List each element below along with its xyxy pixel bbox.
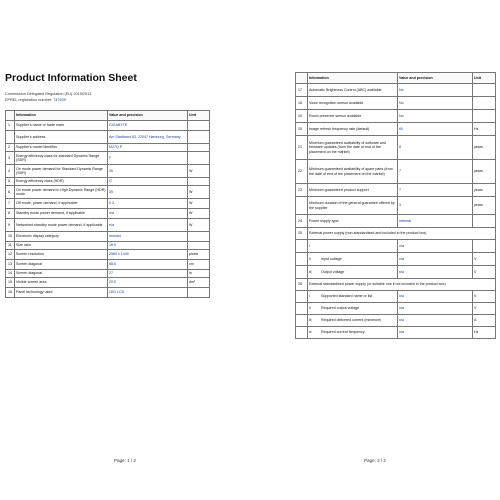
row-value: 7 [398,160,473,184]
sub-row-indent [296,327,308,339]
row-unit: years [473,184,496,197]
row-information: Standby mode power demand, if applicable [15,209,108,219]
row-information: Off mode, power demand, if applicable [15,199,108,209]
table-row [6,199,210,209]
row-unit [188,288,210,298]
row-value: n/a [108,209,188,219]
row-information: Automatic Brightness Control (ABC) available [308,84,398,97]
sub-row-label: Supported standard name or list [321,294,373,299]
header-information: Information [308,73,398,84]
row-value: n/a [398,253,473,266]
sub-row-roman-number: iii [309,269,312,274]
row-unit: cm [188,260,210,270]
header-information: Information [15,111,108,121]
row-value: No [398,110,473,123]
table-row [6,232,210,242]
row-number: 13 [6,260,15,270]
row-unit [188,232,210,242]
row-unit: W [188,165,210,178]
row-value: 3 [398,197,473,215]
table-row [6,242,210,250]
row-value: 27 [108,270,188,278]
row-value: n/a [398,303,473,315]
row-value: n/a [398,327,473,339]
row-number: 6 [6,186,15,199]
row-unit [473,110,496,123]
section-number: 25 [296,228,308,240]
sub-row [296,303,496,315]
row-number: 8 [6,209,15,219]
sub-row-indent [296,266,308,279]
row-unit: in [188,270,210,278]
row-information: Minimum duration of the general guarantee offered by the supplier [308,197,398,215]
row-unit [473,240,496,253]
sub-row-roman-number: iii [309,318,312,323]
row-number: 7 [6,199,15,209]
row-number: 11 [6,242,15,250]
row-number: 2 [6,144,15,152]
table-row [296,123,496,136]
row-value: n/a [398,315,473,327]
row-number: 19 [296,110,308,123]
header-number-cell [6,111,15,121]
table-row [6,152,210,165]
row-value: 7 [398,184,473,197]
table-row [6,288,210,298]
row-value: M27Q P [108,144,188,152]
row-unit: W [188,209,210,219]
sub-row [296,327,496,339]
sub-row-indent [296,291,308,303]
row-information: Supplier's address [15,131,108,144]
row-information: Visible screen area [15,278,108,288]
row-unit: V [473,253,496,266]
row-value: n/a [398,291,473,303]
section-title-row [296,228,496,240]
row-information: Networked standby mode power demand, if applicable [15,219,108,232]
eprel-label: EPREL registration number: [5,98,53,102]
header-value: Value and precision [398,73,473,84]
row-number: 24 [296,215,308,228]
sub-row [296,266,496,279]
row-unit: years [473,136,496,160]
row-information: Screen diagonal [15,270,108,278]
row-information: Minimum guaranteed availability of spare parts (from the date of end of the placement on the market) [308,160,398,184]
section-title: External power supply (non-standardised and included in the product box) [308,228,496,240]
table-row [6,121,210,131]
sub-row-roman-number: iv [309,330,312,335]
table-row [296,84,496,97]
table-row [6,186,210,199]
row-value: 68.6 [108,260,188,270]
row-unit [188,131,210,144]
row-value: 26 [108,165,188,178]
product-info-table-page-2 [295,72,496,339]
table-row [296,97,496,110]
section-title-row [296,279,496,291]
table-row [6,219,210,232]
page-footer: Page: 1 / 2 [114,458,136,463]
row-number: 18 [296,97,308,110]
row-information: On mode power demand in High Dynamic Range (HDR) mode [15,186,108,199]
row-unit: W [188,186,210,199]
row-information: Screen diagonal [15,260,108,270]
sub-row-indent [296,253,308,266]
row-number: 22 [296,160,308,184]
row-value: GIGABYTE [108,121,188,131]
row-unit: pixels [188,250,210,260]
header-value: Value and precision [108,111,188,121]
row-value: No [398,84,473,97]
header-number-cell [296,73,308,84]
table-row [296,136,496,160]
row-unit [473,84,496,97]
table-header-row [6,111,210,121]
row-information: Energy efficiency class for standard Dynamic Range (SDR) [15,152,108,165]
row-number: 17 [296,84,308,97]
row-unit: years [473,197,496,215]
table-row [296,184,496,197]
sub-row-label: Required output voltage [321,306,360,311]
row-value: LED LCD [108,288,188,298]
sub-row-information [308,315,398,327]
sub-row [296,315,496,327]
table-row [6,250,210,260]
table-row [296,160,496,184]
row-information: Screen resolution [15,250,108,260]
row-number: 15 [6,278,15,288]
regulation-reference: Commission Delegated Regulation (EU) 2019/2013 [5,92,92,96]
row-number: 1 [6,121,15,131]
table-row [6,165,210,178]
row-value: monitor [108,232,188,242]
eprel-number: 747639 [53,98,66,102]
sub-row-information [308,253,398,266]
row-unit [473,97,496,110]
sub-row-indent [296,303,308,315]
row-number: 10 [6,232,15,242]
row-unit: V [473,303,496,315]
row-number [296,197,308,215]
row-value: Internal [398,215,473,228]
sub-row-label: Input voltage [321,256,342,261]
row-value: F [108,152,188,165]
table-row [6,260,210,270]
sub-row-label: Output voltage [321,269,345,274]
page-2 [250,0,500,500]
sub-row [296,253,496,266]
sub-row-label: Required current frequency [321,330,365,335]
row-unit [188,242,210,250]
row-value: 35 [108,186,188,199]
row-number: 3 [6,152,15,165]
row-information: Minimum guaranteed availability of software and firmware updates (from the date of end of the placement on the market) [308,136,398,160]
section-number: 26 [296,279,308,291]
row-information: Supplier's name or trade mark [15,121,108,131]
sheet-title: Product Information Sheet [5,72,137,84]
sub-row [296,291,496,303]
table-row [6,270,210,278]
sub-row-roman-number: ii [309,256,311,261]
row-value: 20.0 [108,278,188,288]
row-value: 8 [398,136,473,160]
table-row [296,215,496,228]
row-number: 20 [296,123,308,136]
row-unit: years [473,160,496,184]
sub-row-indent [296,240,308,253]
header-unit: Unit [473,73,496,84]
row-value: 16:9 [108,242,188,250]
row-value: Am Stadtrand 63, 22047 Hamburg, Germany [108,131,188,144]
row-number: 23 [296,184,308,197]
sub-row-information [308,291,398,303]
eprel-registration [5,98,245,102]
page-footer: Page: 2 / 2 [364,458,386,463]
row-information: Size ratio [15,242,108,250]
row-unit: Hz [473,123,496,136]
table-header-row [296,73,496,84]
row-information: Room presence sensor available [308,110,398,123]
sub-row-information [308,303,398,315]
row-unit: dm² [188,278,210,288]
sub-row-information [308,266,398,279]
row-information: Energy efficiency class (HDR) [15,178,108,186]
table-row [6,209,210,219]
row-number [6,131,15,144]
row-unit [188,152,210,165]
product-info-table-page-1 [5,110,210,298]
sub-row-label: Required delivered current (minimum) [321,318,382,323]
table-row [6,278,210,288]
row-information: Image refresh frequency rate (default) [308,123,398,136]
row-value: 60 [398,123,473,136]
header-unit: Unit [188,111,210,121]
row-information: Electronic display category [15,232,108,242]
sub-row-roman-number: i [309,243,310,248]
row-unit: A [473,315,496,327]
table-row [6,178,210,186]
row-unit: W [188,199,210,209]
row-information: Supplier's model identifier [15,144,108,152]
row-number: 14 [6,270,15,278]
row-number: 4 [6,165,15,178]
row-unit [188,178,210,186]
sub-row-information [308,327,398,339]
row-unit: Hz [473,327,496,339]
row-value: n/a [398,266,473,279]
row-number: 9 [6,219,15,232]
row-unit: V [473,291,496,303]
table-row [6,131,210,144]
row-information: Panel technology used [15,288,108,298]
table-row [6,144,210,152]
table-row [296,197,496,215]
sub-row [296,240,496,253]
row-unit [188,121,210,131]
row-value: n/a [398,240,473,253]
row-value: n/a [108,219,188,232]
sub-row-information [308,240,398,253]
row-number: 12 [6,250,15,260]
row-information: Voice recognition sensor available [308,97,398,110]
section-title: External standardised power supply (or suitable one if not included in the product box) [308,279,496,291]
row-information: Minimum guaranteed product support [308,184,398,197]
sub-row-roman-number: i [309,294,310,299]
row-unit: V [473,266,496,279]
row-information: Power supply type: [308,215,398,228]
row-information: On mode power demand for Standard Dynamic Range (SDR) [15,165,108,178]
row-value: 0.3 [108,199,188,209]
row-number: 21 [296,136,308,160]
sub-row-roman-number: ii [309,306,311,311]
sub-row-indent [296,315,308,327]
row-number: 16 [6,288,15,298]
row-number: 5 [6,178,15,186]
row-unit [188,144,210,152]
row-value: 2560 x 1440 [108,250,188,260]
row-value: G [108,178,188,186]
row-unit [473,215,496,228]
table-row [296,110,496,123]
row-value: No [398,97,473,110]
row-unit: W [188,219,210,232]
